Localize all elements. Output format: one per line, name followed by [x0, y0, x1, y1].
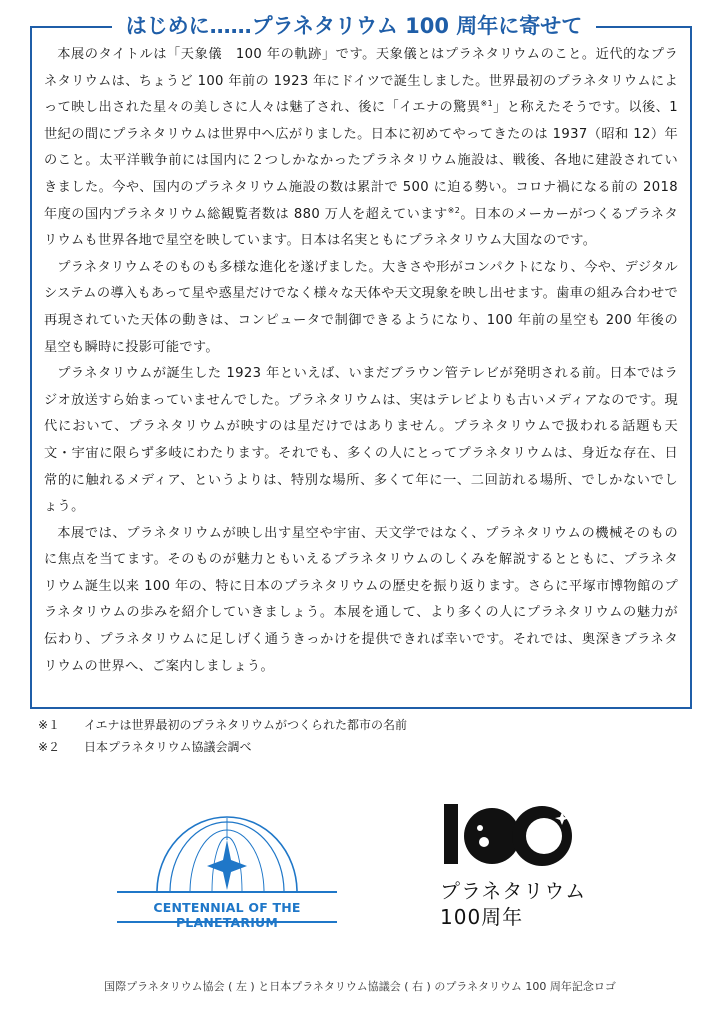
paragraph-text: 。日本のメーカーがつくるプラネタリウムも世界各地で星空を映しています。日本は名実ともにプラネタリウム大国なのです。 — [44, 206, 678, 249]
paragraph-text: 本展では、プラネタリウムが映し出す星空や宇宙、天文学ではなく、プラネタリウムの機械そのものに焦点を当てます。そのものが魅力ともいえるプラネタリウムのしくみを解説するとともに、プラネタリウム誕生以来 100 年の、特に日本のプラネタリウムの歴史を振り返ります。さらに平塚市博物館のプラネタリウムの歩みを紹介していきましょう。本展を通して、より多くの人にプラネタリウムの魅力が伝わり、プラネタリウムに足しげく通うきっかけを提供できれば幸いです。それでは、奥深きプラネタリウムの世界へ、ご案内しましょう。 — [44, 525, 678, 674]
paragraph-4 — [44, 521, 678, 681]
centennial-caption: CENTENNIAL OF THE PLANETARIUM — [153, 900, 301, 930]
footnote-2 — [38, 736, 678, 758]
logo-100-icon — [440, 798, 580, 872]
footnote-mark: ※２ — [38, 740, 61, 754]
body-text — [44, 42, 678, 680]
footnote-ref: ※2 — [447, 205, 461, 215]
paragraph-text: プラネタリウムそのものも多様な進化を遂げました。大きさや形がコンパクトになり、今や、デジタルシステムの導入もあって星や惑星だけでなく様々な天体や天文現象を映し出せます。歯車の組み合わせで再現されていた天体の動きは、コンピュータで制御できるようになり、100 年前の星空も 200 年後の星空も瞬時に投影可能です。 — [44, 259, 678, 355]
paragraph-text: 」と称えたそうです。以後、1 世紀の間にプラネタリウムは世界中へ広がりました。日本に初めてやってきたのは 1937（昭和 12）年のこと。太平洋戦争前には国内に２つしかなかったプラネタリウム施設は、戦後、各地に建設されていきました。今や、国内のプラネタリウム施設の数は累計で 500 に迫る勢い。コロナ禍になる前の 2018 年度の国内プラネタリウム総観覧者数は 880 万人を超えています — [44, 100, 679, 222]
dome-star-icon — [112, 800, 342, 900]
footnote-text: 日本プラネタリウム協議会調べ — [84, 740, 252, 754]
footnote-text: イエナは世界最初のプラネタリウムがつくられた都市の名前 — [84, 718, 408, 732]
ips-centennial-logo — [112, 800, 342, 930]
footnote-mark: ※１ — [38, 718, 61, 732]
paragraph-text: 本展のタイトルは「天象儀 100 年の軌跡」です。天象儀とはプラネタリウムのこと。近代的なプラネタリウムは、ちょうど 100 年前の 1923 年にドイツで誕生しました。世界最初のプラネタリウムによって映し出された星々の美しさに人々は魅了され、後に「イエナの驚異 — [44, 47, 678, 116]
page-title: はじめに……プラネタリウム 100 周年に寄せて — [125, 14, 583, 38]
logo-caption: 国際プラネタリウム協会 ( 左 ) と日本プラネタリウム協議会 ( 右 ) のプラネタリウム 100 周年記念ロゴ — [104, 980, 616, 993]
footnote-ref: ※1 — [480, 99, 494, 109]
logo-text-line1: プラネタリウム — [440, 879, 587, 903]
logo-text-line2: 100周年 — [440, 905, 524, 929]
paragraph-1 — [44, 42, 678, 255]
caption-underline — [112, 918, 342, 928]
paragraph-text: プラネタリウムが誕生した 1923 年といえば、いまだブラウン管テレビが発明される前。日本ではラジオ放送すら始まっていませんでした。プラネタリウムは、実はテレビよりも古いメディアなのです。現代において、プラネタリウムが映すのは星だけではありません。プラネタリウムで扱われる話題も天文・宇宙に限らず多岐にわたります。それでも、多くの人にとってプラネタリウムは、身近な存在、日常的に触れるメディア、というよりは、特別な場所、多くて年に一、二回訪れる場所、でしかないでしょう。 — [44, 366, 678, 515]
jpa-100-logo — [440, 798, 590, 938]
paragraph-3 — [44, 361, 678, 521]
footnotes — [38, 714, 678, 758]
footnote-1 — [38, 714, 678, 736]
paragraph-2 — [44, 255, 678, 361]
